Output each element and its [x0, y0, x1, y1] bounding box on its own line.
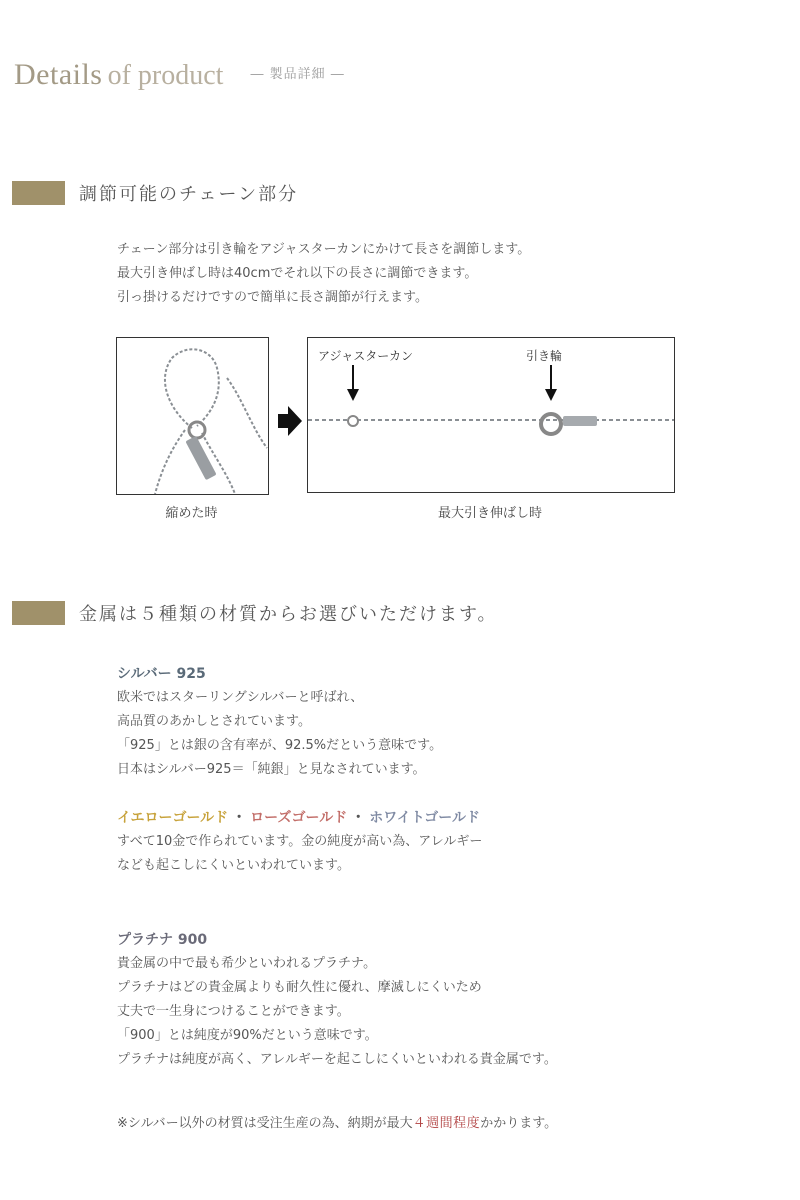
separator: ・: [351, 810, 366, 826]
material-title: プラチナ 900: [117, 932, 208, 948]
text-line: 欧米ではスターリングシルバーと呼ばれ、: [117, 690, 364, 705]
text-line: すべて10金で作られています。金の純度が高い為、アレルギー: [117, 834, 483, 849]
text-line: 引っ掛けるだけですので簡単に長さ調節が行えます。: [117, 290, 428, 305]
page-header: [14, 58, 345, 92]
text-line: なども起こしにくいといわれています。: [117, 858, 350, 873]
note-highlight: ４週間程度: [412, 1116, 481, 1131]
delivery-note: [117, 1112, 557, 1131]
label-adjuster: アジャスターカン: [318, 349, 414, 363]
down-arrow-icon: [346, 365, 360, 401]
material-title: [117, 806, 482, 830]
note-text: かかります。: [480, 1116, 558, 1131]
text-line: 日本はシルバー925＝「純銀」と見なされています。: [117, 762, 426, 777]
material-platinum: [117, 928, 557, 1072]
label-clasp: 引き輪: [526, 349, 563, 363]
text-line: 高品質のあかしとされています。: [117, 714, 311, 729]
note-text: ※シルバー以外の材質は受注生産の為、納期が最大: [117, 1116, 413, 1131]
white-gold-label: ホワイトゴールド: [369, 810, 480, 826]
chain-description: [117, 238, 530, 310]
section-heading-metals: [12, 601, 498, 625]
text-line: プラチナは純度が高く、アレルギーを起こしにくいといわれる貴金属です。: [117, 1052, 557, 1067]
right-arrow-icon: [278, 406, 302, 440]
text-line: 丈夫で一生身につけることができます。: [117, 1004, 350, 1019]
header-subtitle: ― 製品詳細 ―: [250, 67, 345, 82]
caption-extended: 最大引き伸ばし時: [437, 506, 542, 521]
rose-gold-label: ローズゴールド: [250, 810, 348, 826]
photo-shortened-chain: [116, 337, 269, 495]
text-line: 「925」とは銀の含有率が、92.5%だという意味です。: [117, 738, 443, 753]
section-heading-chain: [12, 181, 298, 205]
chain-image: [117, 338, 268, 494]
header-title-of: of product: [107, 60, 224, 91]
material-gold: [117, 806, 482, 878]
down-arrow-icon: [544, 365, 558, 401]
text-line: プラチナはどの貴金属よりも耐久性に優れ、摩滅しにくいため: [117, 980, 482, 995]
photo-extended-chain: [307, 337, 675, 493]
material-silver: [117, 662, 442, 782]
header-title: Details: [14, 58, 103, 91]
text-line: チェーン部分は引き輪をアジャスターカンにかけて長さを調節します。: [117, 242, 531, 257]
section-title: 金属は５種類の材質からお選びいただけます。: [79, 604, 498, 625]
yellow-gold-label: イエローゴールド: [117, 810, 229, 826]
section-bar: [12, 601, 65, 625]
text-line: 最大引き伸ばし時は40cmでそれ以下の長さに調節できます。: [117, 266, 478, 281]
text-line: 「900」とは純度が90%だという意味です。: [117, 1028, 378, 1043]
separator: ・: [232, 810, 247, 826]
section-bar: [12, 181, 65, 205]
text-line: 貴金属の中で最も希少といわれるプラチナ。: [117, 956, 377, 971]
section-title: 調節可能のチェーン部分: [79, 184, 299, 205]
caption-shortened: 縮めた時: [165, 506, 218, 521]
material-title: シルバー 925: [117, 666, 206, 682]
